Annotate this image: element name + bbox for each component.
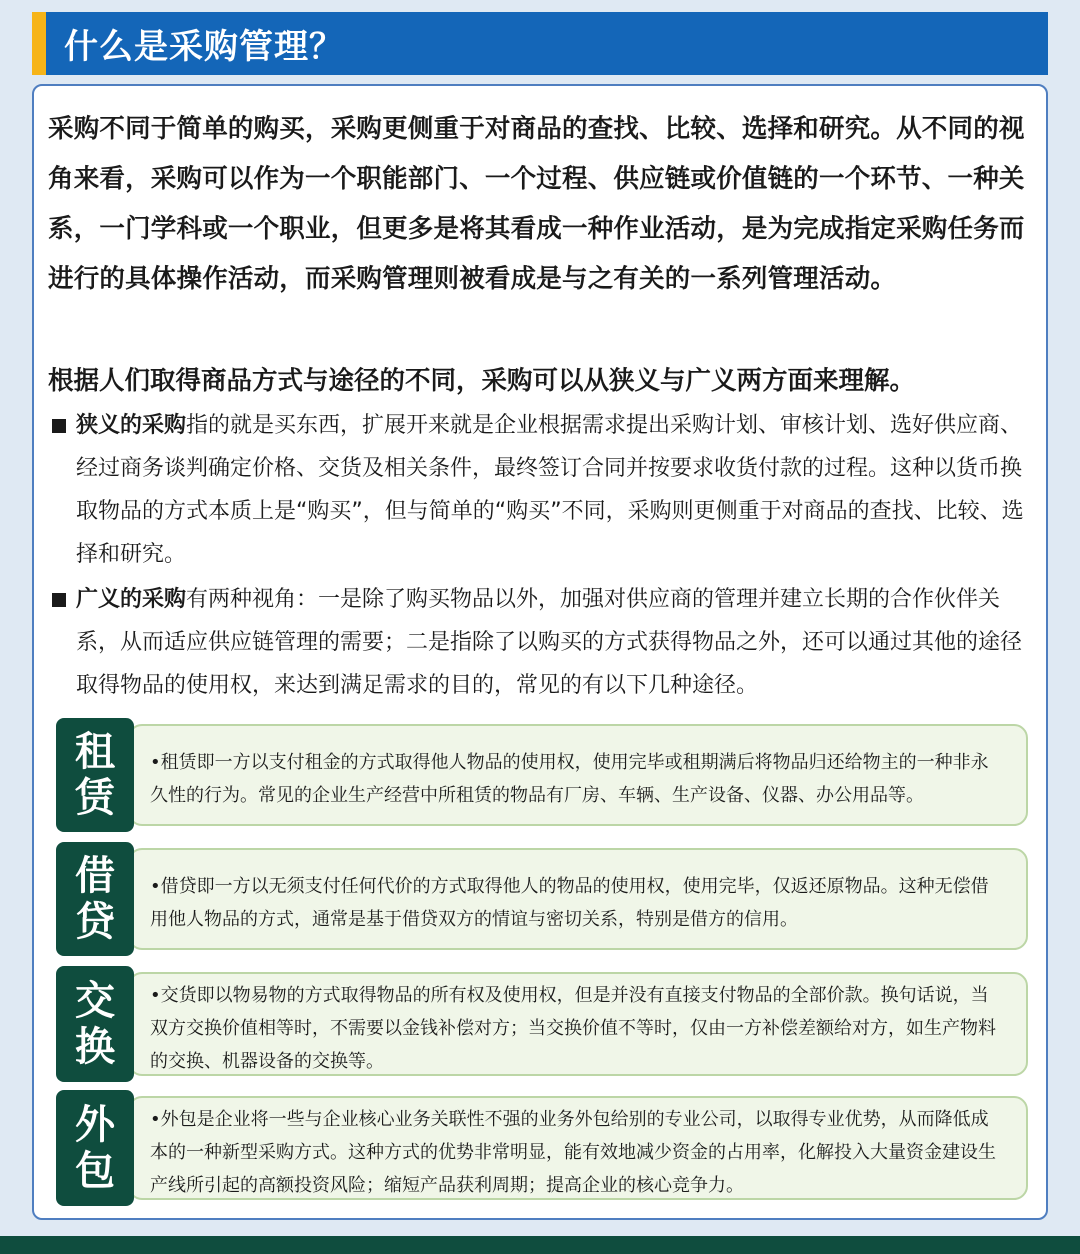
method-tag-char: 外 bbox=[75, 1102, 115, 1148]
method-tag-char: 包 bbox=[75, 1148, 115, 1194]
bullet-text: 有两种视角：一是除了购买物品以外，加强对供应商的管理并建立长期的合作伙伴关系，从而适应供应链管理的需要；二是指除了以购买的方式获得物品之外，还可以通过其他的途径取得物品的使用权，来达到满足需求的目的，常见的有以下几种途径。 bbox=[76, 587, 1023, 698]
bullet-square-icon bbox=[52, 419, 66, 433]
intro-paragraph: 采购不同于简单的购买，采购更侧重于对商品的查找、比较、选择和研究。从不同的视角来看，采购可以作为一个职能部门、一个过程、供应链或价值链的一个环节、一种关系，一门学科或一个职业，但更多是将其看成一种作业活动，是为完成指定采购任务而进行的具体操作活动，而采购管理则被看成是与之有关的一系列管理活动。 bbox=[48, 114, 1025, 294]
method-row-exchange bbox=[56, 966, 1028, 1082]
method-description-box bbox=[128, 972, 1028, 1076]
method-tag-char: 租 bbox=[75, 729, 115, 775]
method-description: •交货即以物易物的方式取得物品的所有权及使用权，但是并没有直接支付物品的全部价款。换句话说，当双方交换价值相等时，不需要以金钱补偿对方；当交换价值不等时，仅由一方补偿差额给对方，如生产物料的交换、机器设备的交换等。 bbox=[150, 984, 996, 1072]
method-tag-char: 赁 bbox=[75, 775, 115, 821]
page-title: 什么是采购管理？ bbox=[64, 27, 344, 67]
bullet-broad-procurement bbox=[48, 578, 1038, 707]
method-tag-char: 贷 bbox=[75, 899, 115, 945]
method-row-lease bbox=[56, 718, 1028, 832]
method-tag bbox=[56, 718, 134, 832]
intro-summary: 根据人们取得商品方式与途径的不同，采购可以从狭义与广义两方面来理解。 bbox=[48, 366, 916, 396]
section-header bbox=[32, 12, 1048, 75]
method-description-box bbox=[128, 1096, 1028, 1200]
bullet-keyword: 狭义的采购 bbox=[76, 413, 187, 438]
method-description: •借贷即一方以无须支付任何代价的方式取得他人的物品的使用权，使用完毕，仅返还原物品。这种无偿借用他人物品的方式，通常是基于借贷双方的情谊与密切关系，特别是借方的信用。 bbox=[150, 876, 989, 930]
content-card bbox=[32, 84, 1048, 1220]
footer-bar bbox=[0, 1236, 1080, 1254]
bullet-narrow-procurement bbox=[48, 404, 1038, 576]
method-tag bbox=[56, 1090, 134, 1206]
method-tag-char: 换 bbox=[75, 1024, 115, 1070]
method-row-outsource bbox=[56, 1090, 1028, 1206]
method-description: •租赁即一方以支付租金的方式取得他人物品的使用权，使用完毕或租期满后将物品归还给物主的一种非永久性的行为。常见的企业生产经营中所租赁的物品有厂房、车辆、生产设备、仪器、办公用品等。 bbox=[150, 752, 989, 806]
header-accent-bar bbox=[32, 12, 46, 75]
method-description-box bbox=[128, 724, 1028, 826]
bullet-text: 指的就是买东西，扩展开来就是企业根据需求提出采购计划、审核计划、选好供应商、经过商务谈判确定价格、交货及相关条件，最终签订合同并按要求收货付款的过程。这种以货币换取物品的方式本质上是“购买”，但与简单的“购买”不同，采购则更侧重于对商品的查找、比较、选择和研究。 bbox=[76, 413, 1024, 567]
method-tag bbox=[56, 842, 134, 956]
method-row-borrow bbox=[56, 842, 1028, 956]
method-description: •外包是企业将一些与企业核心业务关联性不强的业务外包给别的专业公司，以取得专业优势，从而降低成本的一种新型采购方式。这种方式的优势非常明显，能有效地减少资金的占用率，化解投入大量资金建设生产线所引起的高额投资风险；缩短产品获利周期；提高企业的核心竞争力。 bbox=[150, 1108, 996, 1196]
bullet-square-icon bbox=[52, 593, 66, 607]
method-description-box bbox=[128, 848, 1028, 950]
bullet-keyword: 广义的采购 bbox=[76, 587, 187, 612]
method-tag-char: 借 bbox=[75, 853, 115, 899]
method-tag-char: 交 bbox=[75, 978, 115, 1024]
method-tag bbox=[56, 966, 134, 1082]
